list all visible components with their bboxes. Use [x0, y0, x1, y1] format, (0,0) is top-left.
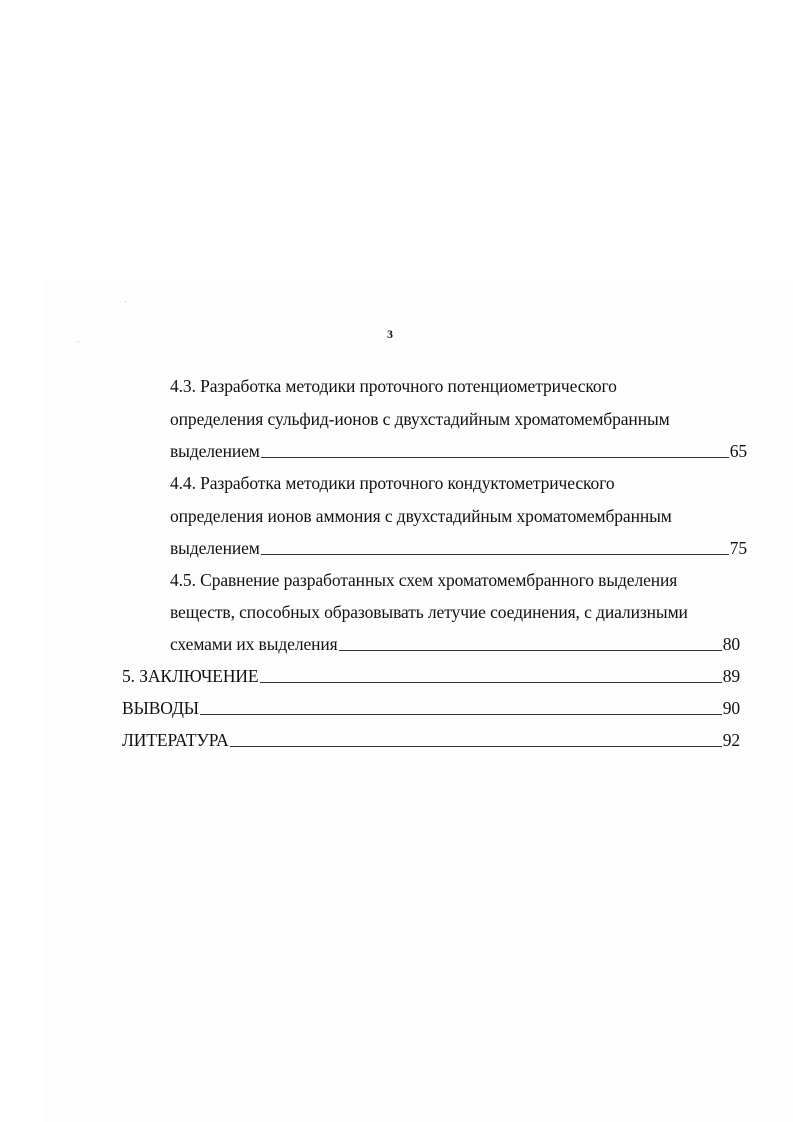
toc-entry-conclusions[interactable] — [122, 698, 740, 718]
scan-speck — [78, 341, 79, 342]
toc-entry-literature-title: ЛИТЕРАТУРА — [122, 730, 229, 750]
toc-entry-4-3[interactable] — [170, 441, 747, 461]
toc-entry-4-4-title-end: выделением — [170, 538, 260, 558]
toc-entry-4-3-title-end: выделением — [170, 441, 260, 461]
toc-entry-conclusions-page: 90 — [722, 698, 740, 718]
toc-entry-4-4[interactable] — [170, 538, 747, 558]
leader-line — [261, 457, 729, 458]
toc-entry-4-3-line-2: определения сульфид-ионов с двухстадийным хроматомембранным — [170, 409, 670, 429]
toc-entry-4-5-title-end: схемами их выделения — [170, 634, 338, 654]
leader-line — [200, 714, 722, 715]
toc-entry-literature-page: 92 — [722, 730, 740, 750]
toc-entry-5[interactable] — [122, 666, 740, 686]
leader-line — [339, 650, 722, 651]
leader-line — [261, 554, 729, 555]
leader-line — [230, 746, 722, 747]
page-number: 3 — [387, 327, 393, 341]
toc-entry-4-4-page: 75 — [729, 538, 747, 558]
toc-entry-literature[interactable] — [122, 730, 740, 750]
toc-entry-4-5-page: 80 — [722, 634, 740, 654]
toc-entry-4-4-line-2: определения ионов аммония с двухстадийным хроматомембранным — [170, 506, 672, 526]
toc-entry-4-5-line-2: веществ, способных образовывать летучие соединения, с диализными — [170, 602, 688, 622]
toc-entry-5-title: 5. ЗАКЛЮЧЕНИЕ — [122, 666, 259, 686]
toc-entry-4-3-line-1: 4.3. Разработка методики проточного потенциометрического — [170, 376, 617, 396]
toc-entry-4-3-page: 65 — [729, 441, 747, 461]
toc-entry-4-4-line-1: 4.4. Разработка методики проточного кондуктометрического — [170, 473, 615, 493]
scan-speck — [125, 301, 126, 302]
toc-entry-4-5-line-1: 4.5. Сравнение разработанных схем хроматомембранного выделения — [170, 570, 678, 590]
leader-line — [260, 682, 722, 683]
toc-entry-conclusions-title: ВЫВОДЫ — [122, 698, 199, 718]
toc-entry-5-page: 89 — [722, 666, 740, 686]
toc-entry-4-5[interactable] — [170, 634, 740, 654]
